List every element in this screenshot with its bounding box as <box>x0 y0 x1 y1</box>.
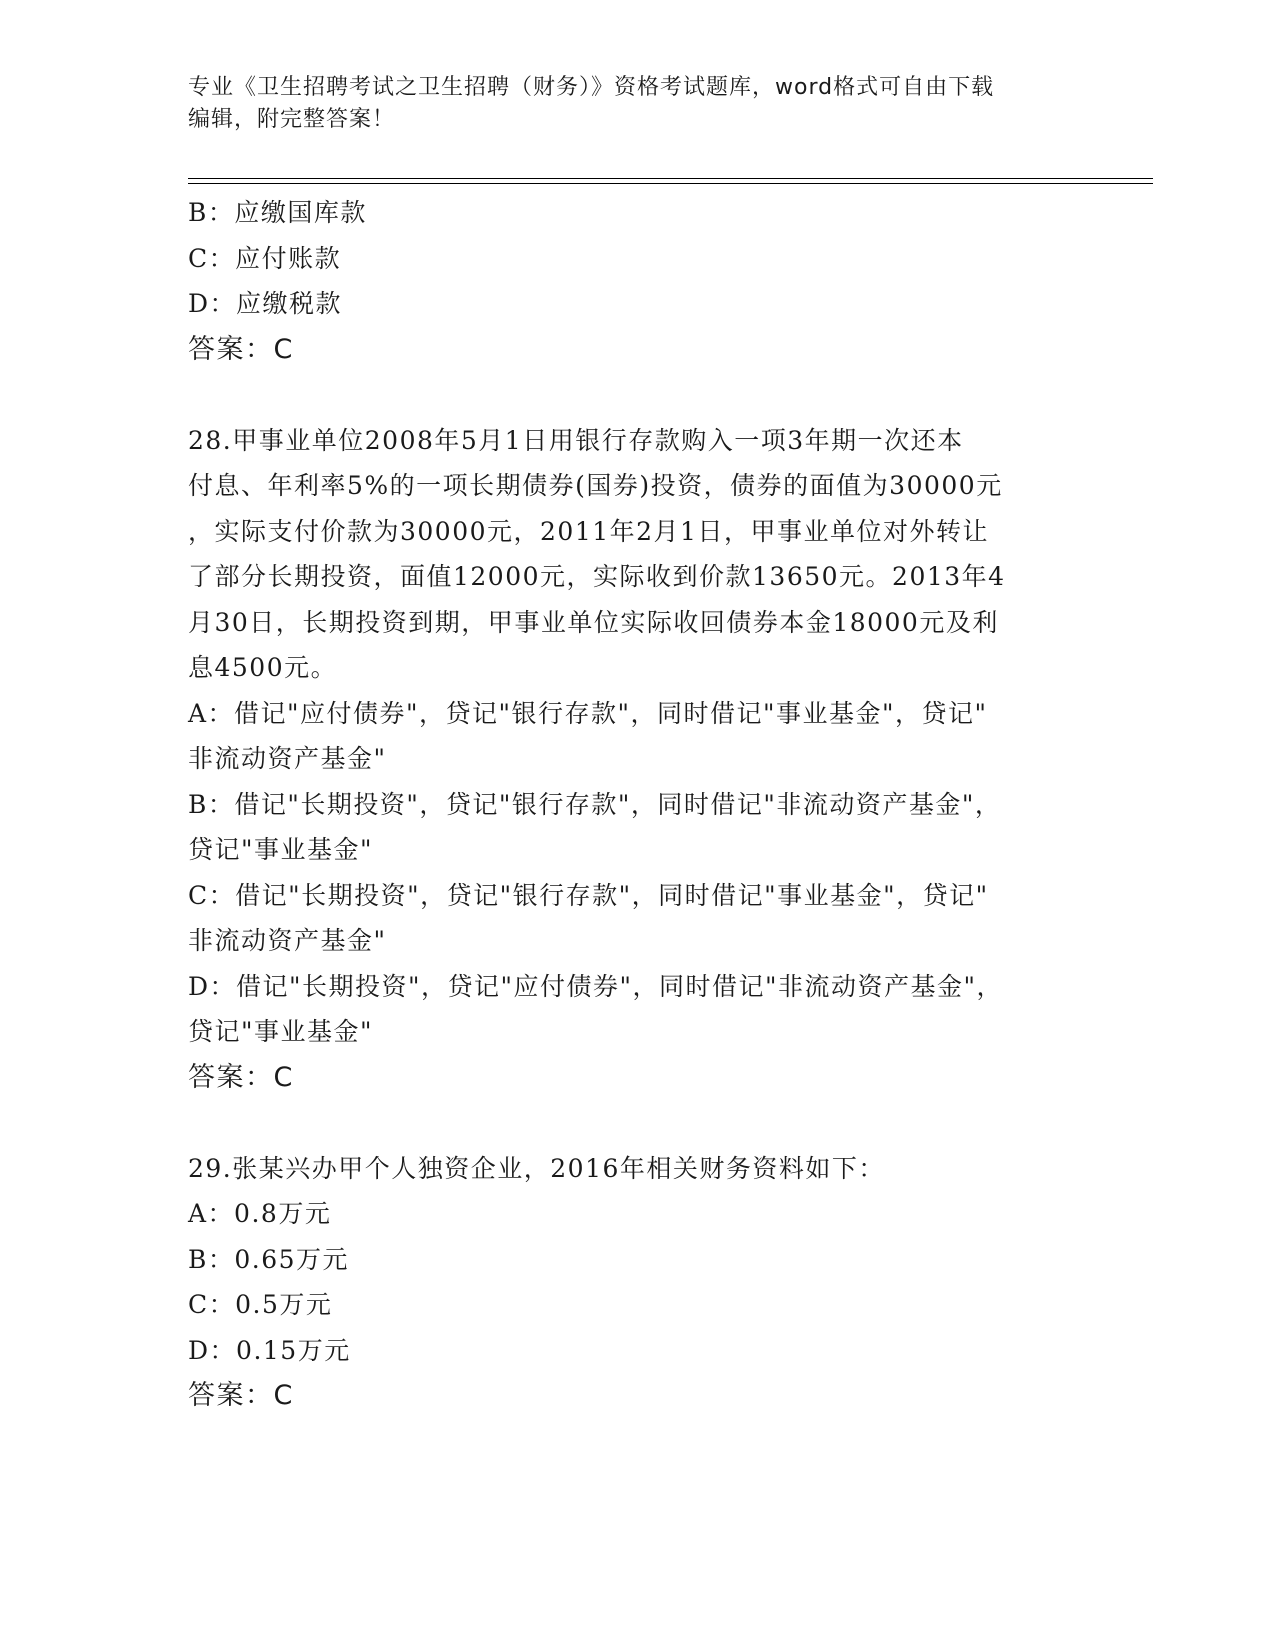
q28-stem-line: ，实际支付价款为30000元，2011年2月1日，甲事业单位对外转让 <box>188 516 989 546</box>
q28-stem-line: 息4500元。 <box>188 653 338 682</box>
q28-option-d-cont: 贷记"事业基金" <box>188 1017 373 1046</box>
q28-option-b-cont: 贷记"事业基金" <box>188 835 373 864</box>
q28-option-a: A：借记"应付债券"，贷记"银行存款"，同时借记"事业基金"，贷记" <box>188 698 988 728</box>
q28-option-c: C：借记"长期投资"，贷记"银行存款"，同时借记"事业基金"，贷记" <box>188 880 989 910</box>
q28-option-a-cont: 非流动资产基金" <box>188 744 387 773</box>
header-line-1: 专业《卫生招聘考试之卫生招聘（财务）》资格考试题库，word格式可自由下载 <box>188 75 995 100</box>
q28-option-d: D：借记"长期投资"，贷记"应付债券"，同时借记"非流动资产基金"， <box>188 971 1004 1001</box>
q28-stem-line: 月30日，长期投资到期，甲事业单位实际收回债券本金18000元及利 <box>188 607 999 637</box>
q27-answer: 答案：C <box>188 333 294 365</box>
q29-option-c: C：0.5万元 <box>188 1290 333 1319</box>
question-28 <box>188 418 1068 1101</box>
q28-answer: 答案：C <box>188 1061 294 1093</box>
q29-answer: 答案：C <box>188 1380 294 1411</box>
header-divider-bottom <box>188 183 1153 184</box>
q27-option-b: B：应缴国库款 <box>188 198 367 227</box>
q28-stem-line: 了部分长期投资，面值12000元，实际收到价款13650元。2013年4 <box>188 562 1006 591</box>
q28-stem-line: 付息、年利率5%的一项长期债券(国券)投资，债券的面值为30000元 <box>188 471 1003 500</box>
q29-stem: 29.张某兴办甲个人独资企业，2016年相关财务资料如下： <box>188 1153 885 1183</box>
spacer <box>188 1100 1068 1146</box>
q29-option-d: D：0.15万元 <box>188 1335 351 1365</box>
q28-option-b: B：借记"长期投资"，贷记"银行存款"，同时借记"非流动资产基金"， <box>188 789 1002 819</box>
document-header <box>188 72 1068 136</box>
q28-stem-line: 28.甲事业单位2008年5月1日用银行存款购入一项3年期一次还本 <box>188 425 964 455</box>
question-content <box>188 190 1068 1419</box>
q29-option-a: A：0.8万元 <box>188 1199 332 1228</box>
header-line-2: 编辑，附完整答案！ <box>188 107 396 132</box>
q27-option-c: C：应付账款 <box>188 243 342 273</box>
q29-option-b: B：0.65万元 <box>188 1244 350 1274</box>
question-27-tail <box>188 190 1068 372</box>
question-29 <box>188 1146 1068 1419</box>
q27-option-d: D：应缴税款 <box>188 289 343 318</box>
q28-option-c-cont: 非流动资产基金" <box>188 926 387 955</box>
header-divider-top <box>188 178 1153 179</box>
spacer <box>188 372 1068 418</box>
